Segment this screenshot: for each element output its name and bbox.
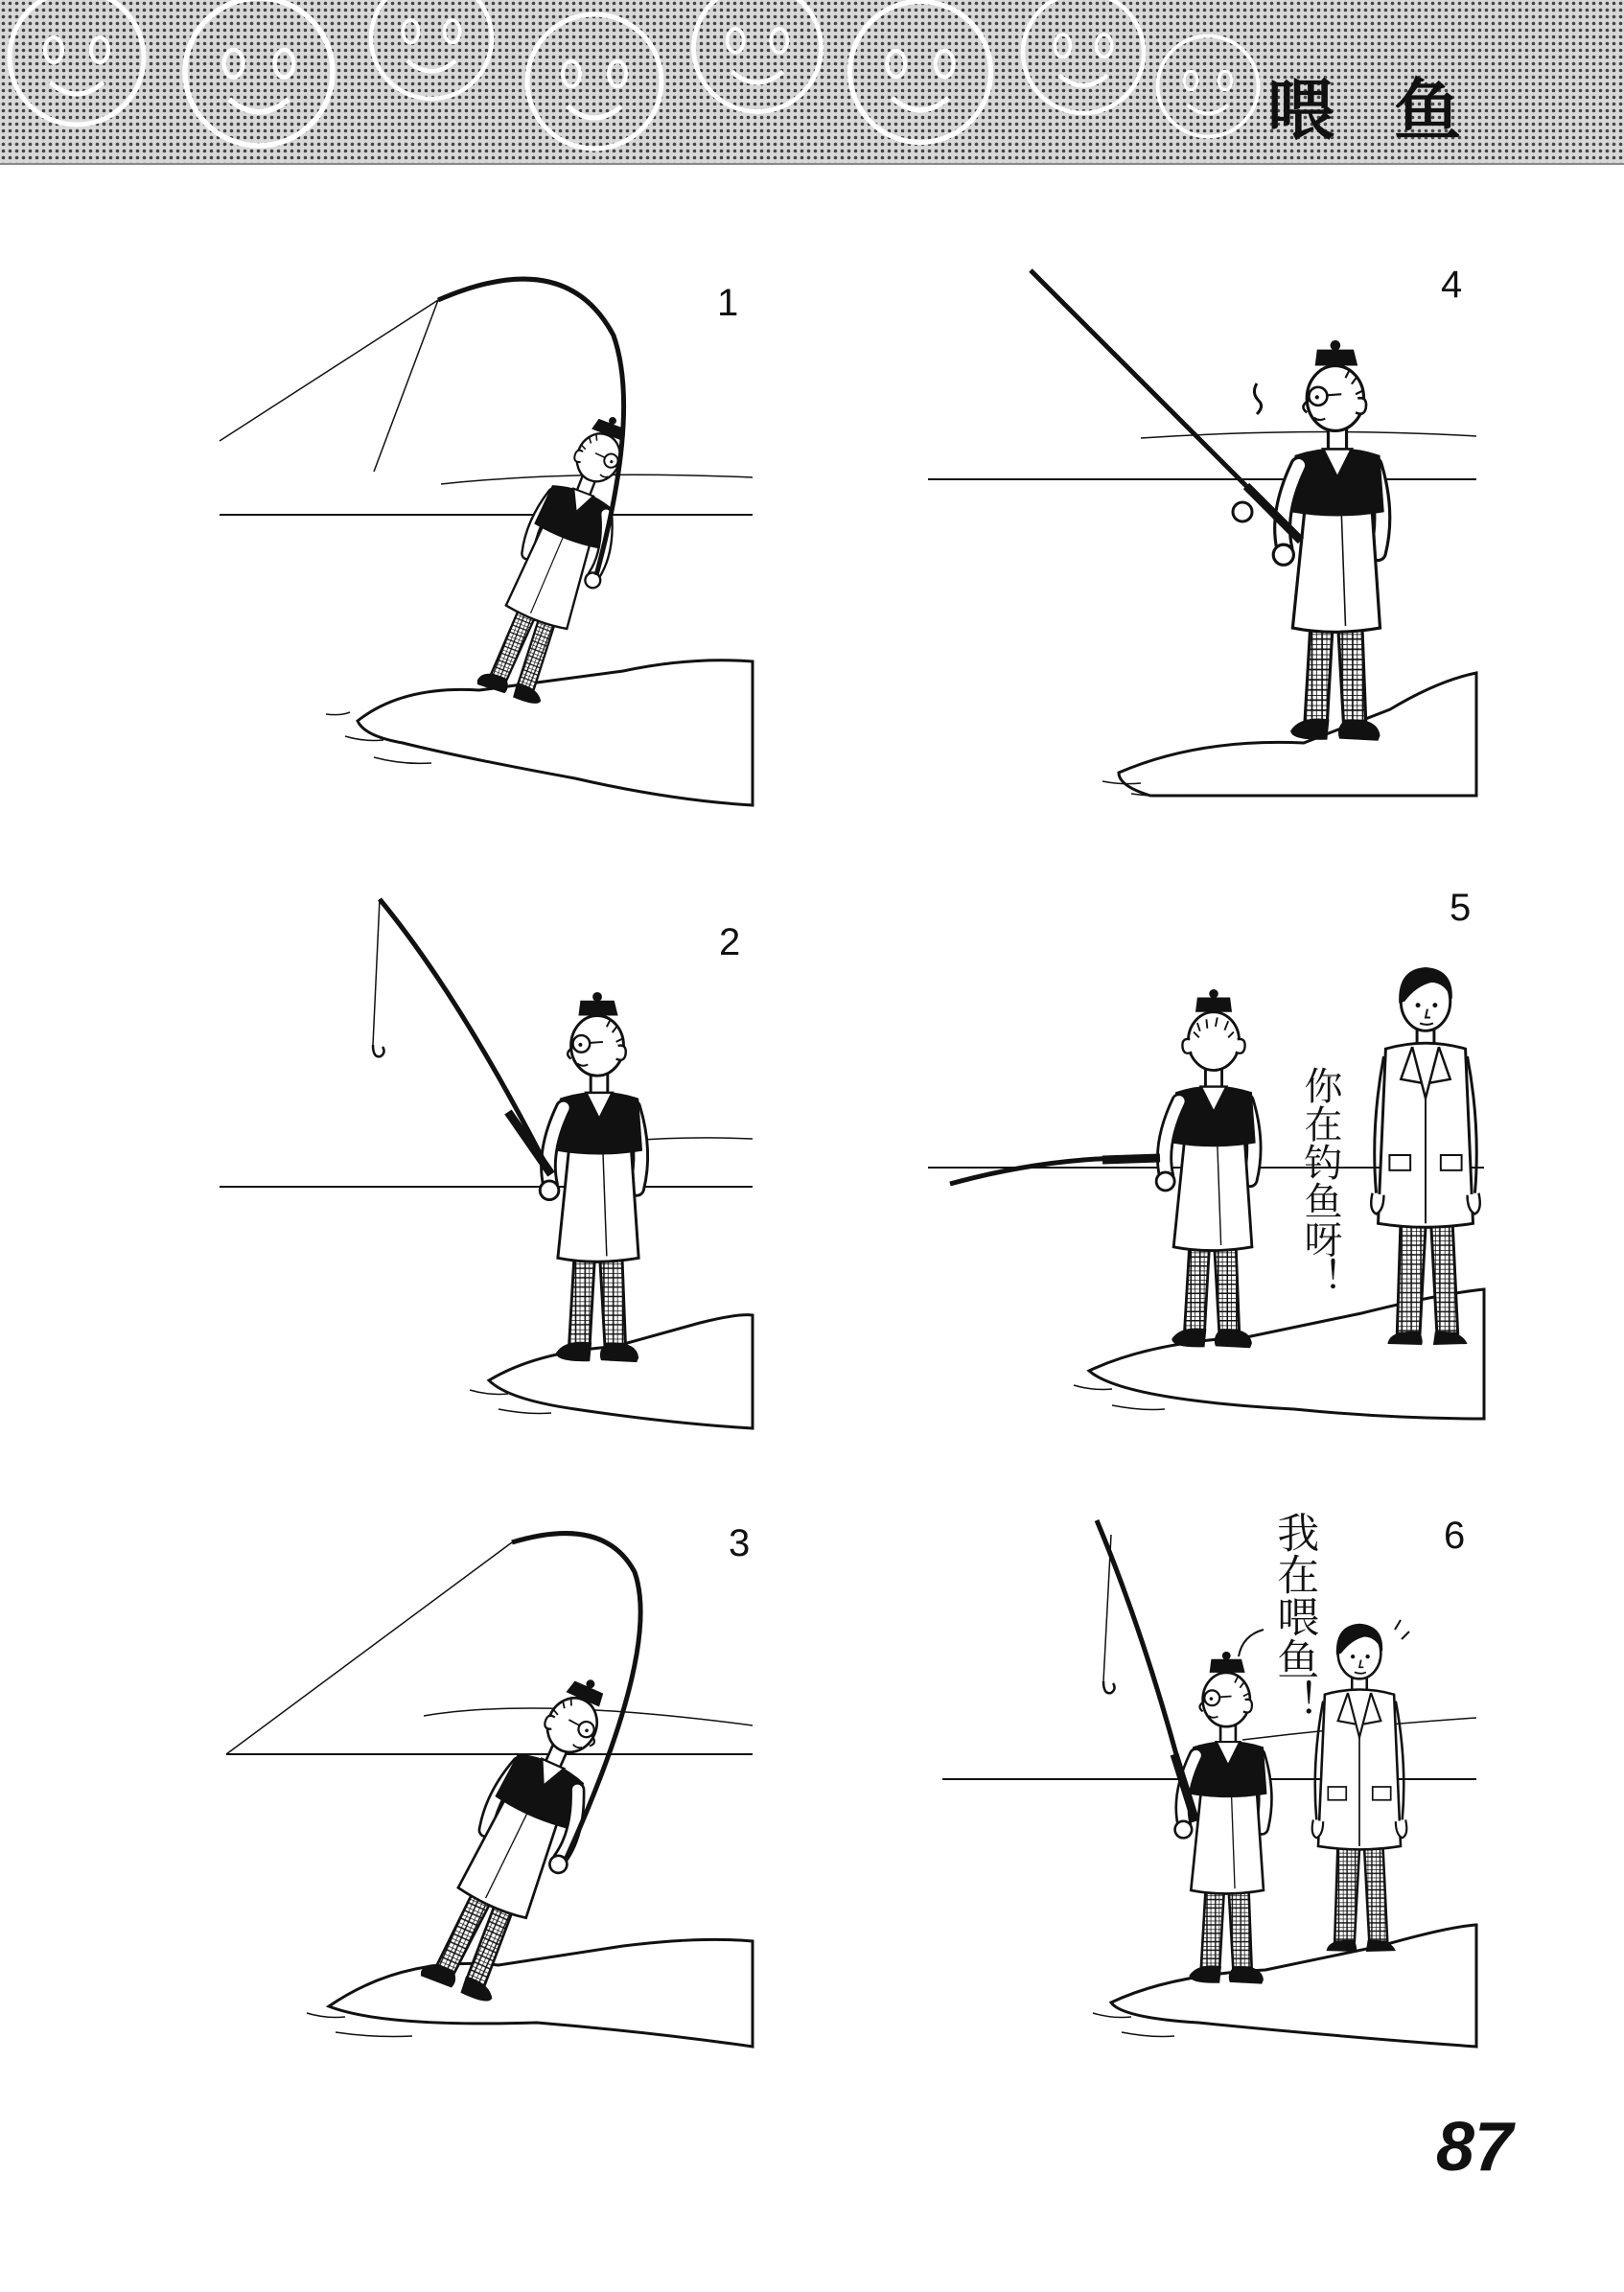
panel-2 (220, 899, 753, 1428)
fishing-line (373, 899, 380, 1045)
rock (1111, 1925, 1476, 2047)
panel-1 (220, 279, 753, 805)
fisherman (473, 405, 657, 712)
panel-3 (226, 1534, 753, 2047)
rock (329, 1939, 753, 2047)
friend (1371, 967, 1480, 1345)
fishing-line (220, 300, 438, 472)
rod-handle (1102, 1158, 1160, 1160)
fisherman (1273, 340, 1384, 741)
hook (373, 1045, 384, 1056)
rock (358, 660, 753, 805)
panel-number-6: 6 (1444, 1515, 1466, 1557)
speech-panel-6: 我在喂鱼！ (1269, 1511, 1319, 1722)
panel-6 (942, 1520, 1476, 2047)
hook (1103, 1681, 1115, 1693)
bait (1254, 383, 1261, 414)
panel-number-4: 4 (1441, 264, 1463, 306)
fisherman (540, 992, 642, 1362)
panel-number-1: 1 (717, 282, 739, 324)
friend (1312, 1624, 1407, 1952)
rock (1089, 1289, 1484, 1419)
surprise-marks (1395, 1620, 1409, 1639)
speech-tail (1239, 1630, 1264, 1656)
speech-panel-5: 你在钓鱼呀！ (1298, 1066, 1342, 1296)
panel-number-2: 2 (719, 921, 741, 963)
fishing-line (226, 1542, 512, 1754)
fishing-line (1103, 1535, 1111, 1681)
panel-4 (928, 270, 1476, 797)
page-number: 87 (1436, 2109, 1514, 2186)
fisherman (1156, 989, 1256, 1348)
panel-5 (928, 967, 1484, 1419)
panel-number-3: 3 (729, 1522, 751, 1564)
fisherman (1175, 1652, 1267, 1984)
reel (1233, 502, 1252, 521)
panel-number-5: 5 (1450, 887, 1472, 929)
page-title: 喂鱼 (1267, 71, 1520, 150)
